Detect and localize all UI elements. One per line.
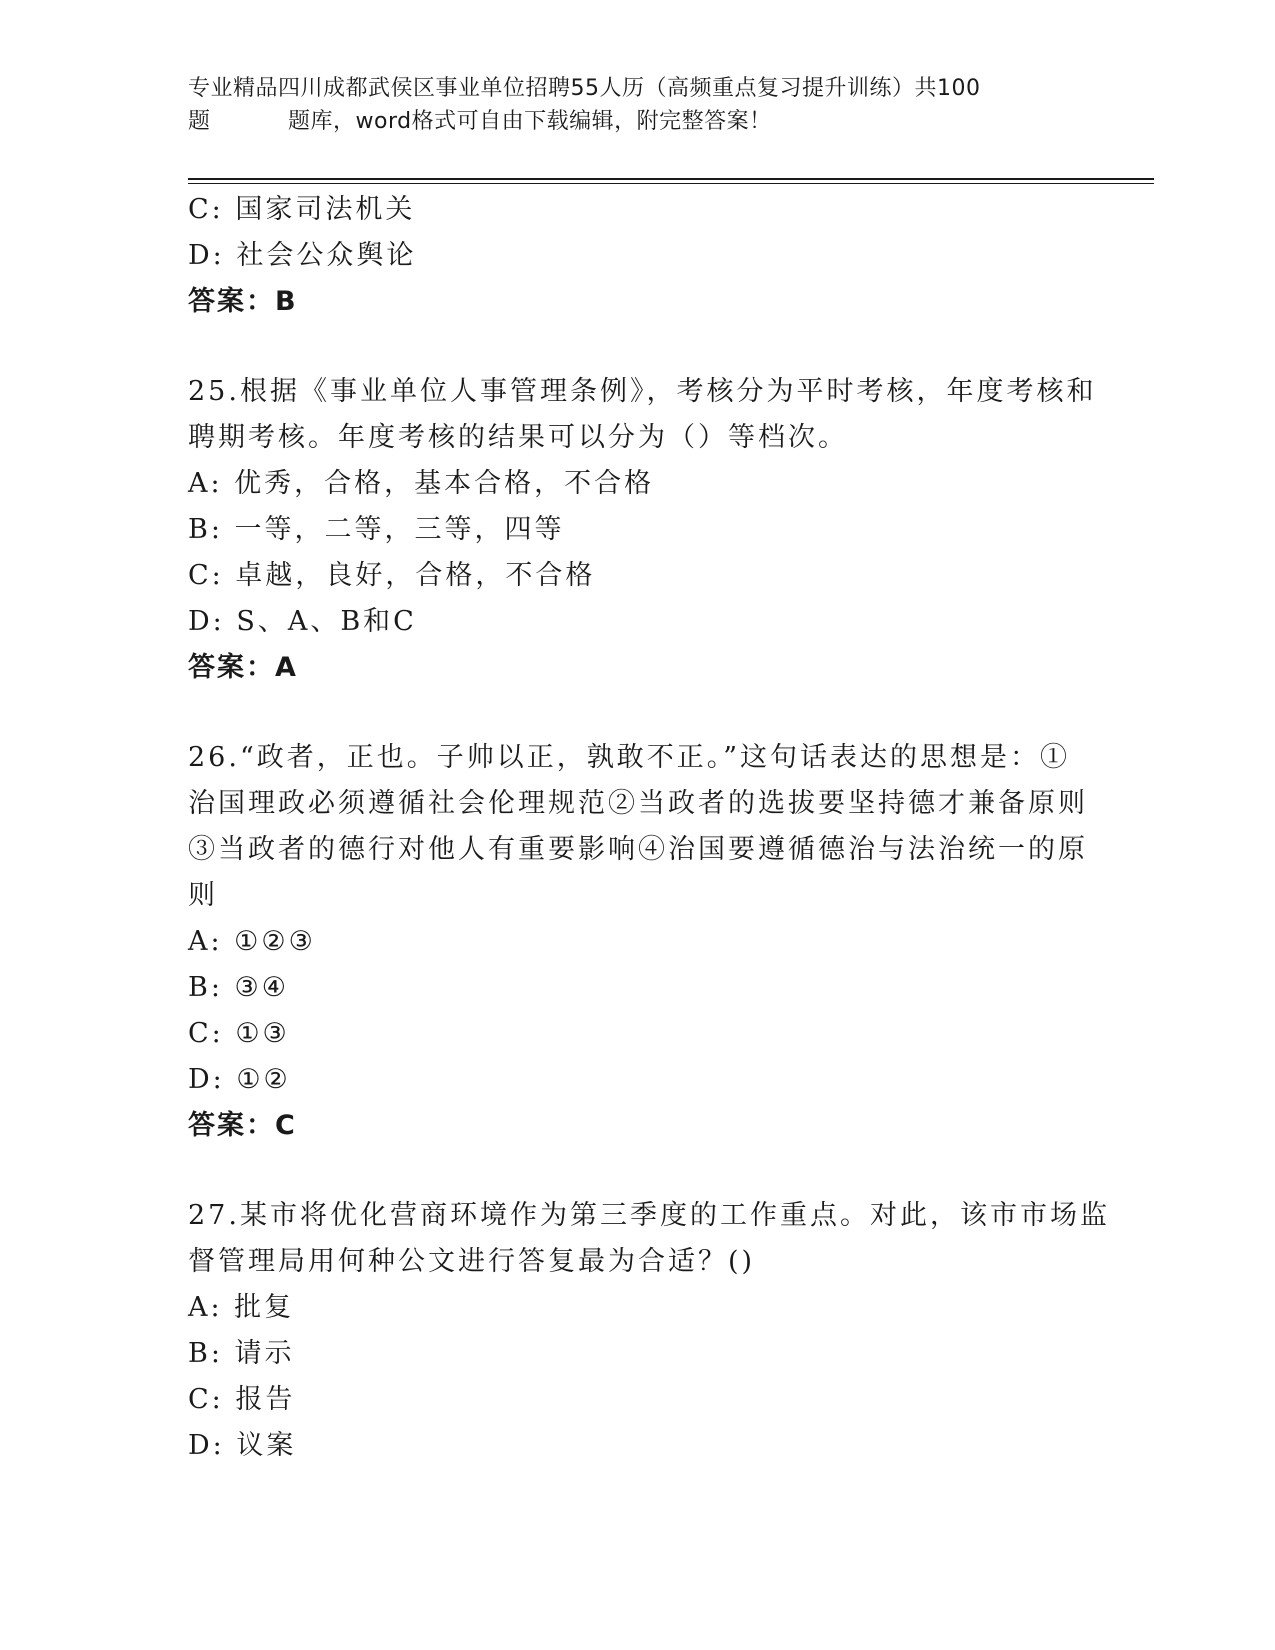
answer-line: 答案：C (188, 1110, 297, 1141)
question-prev (188, 187, 1088, 325)
question-25 (188, 369, 1097, 691)
option-d: D: ①② (188, 1064, 291, 1095)
question-27 (188, 1193, 1110, 1469)
question-26 (188, 735, 1088, 1149)
option-a: A: 批复 (188, 1292, 295, 1323)
option-c: C: 卓越，良好，合格，不合格 (188, 560, 596, 591)
question-text: 治国理政必须遵循社会伦理规范②当政者的选拔要坚持德才兼备原则 (188, 788, 1088, 819)
option-c: C: 国家司法机关 (188, 194, 416, 225)
option-c: C: ①③ (188, 1018, 290, 1049)
header-title-line-2-left: 题 (188, 109, 211, 134)
header-title-line-1: 专业精品四川成都武侯区事业单位招聘55人历（高频重点复习提升训练）共100 (188, 76, 981, 101)
page-header (188, 72, 1068, 138)
question-text: 则 (188, 880, 218, 911)
option-d: D: S、A、B和C (188, 606, 417, 637)
header-divider-thick (188, 178, 1154, 180)
option-b: B: 一等，二等，三等，四等 (188, 514, 565, 545)
answer-line: 答案：A (188, 652, 298, 683)
option-d: D: 议案 (188, 1430, 297, 1461)
option-a: A: ①②③ (188, 926, 316, 957)
option-d: D: 社会公众舆论 (188, 240, 417, 271)
question-text: 26.“政者，正也。子帅以正，孰敢不正。”这句话表达的思想是：① (188, 742, 1071, 773)
question-text: 27.某市将优化营商环境作为第三季度的工作重点。对此，该市市场监 (188, 1200, 1110, 1231)
question-text: 督管理局用何种公文进行答复最为合适？() (188, 1246, 756, 1277)
question-text: ③当政者的德行对他人有重要影响④治国要遵循德治与法治统一的原 (188, 834, 1088, 865)
header-title-line-2-right: 题库，word格式可自由下载编辑，附完整答案！ (288, 109, 772, 134)
question-text: 聘期考核。年度考核的结果可以分为（）等档次。 (188, 422, 848, 453)
option-b: B: 请示 (188, 1338, 295, 1369)
option-c: C: 报告 (188, 1384, 296, 1415)
option-b: B: ③④ (188, 972, 289, 1003)
header-title-line-2 (188, 105, 1068, 138)
option-a: A: 优秀，合格，基本合格，不合格 (188, 468, 655, 499)
answer-line: 答案：B (188, 286, 298, 317)
question-text: 25.根据《事业单位人事管理条例》，考核分为平时考核，年度考核和 (188, 376, 1097, 407)
question-content (188, 187, 1110, 1469)
header-divider-thin (188, 183, 1154, 184)
